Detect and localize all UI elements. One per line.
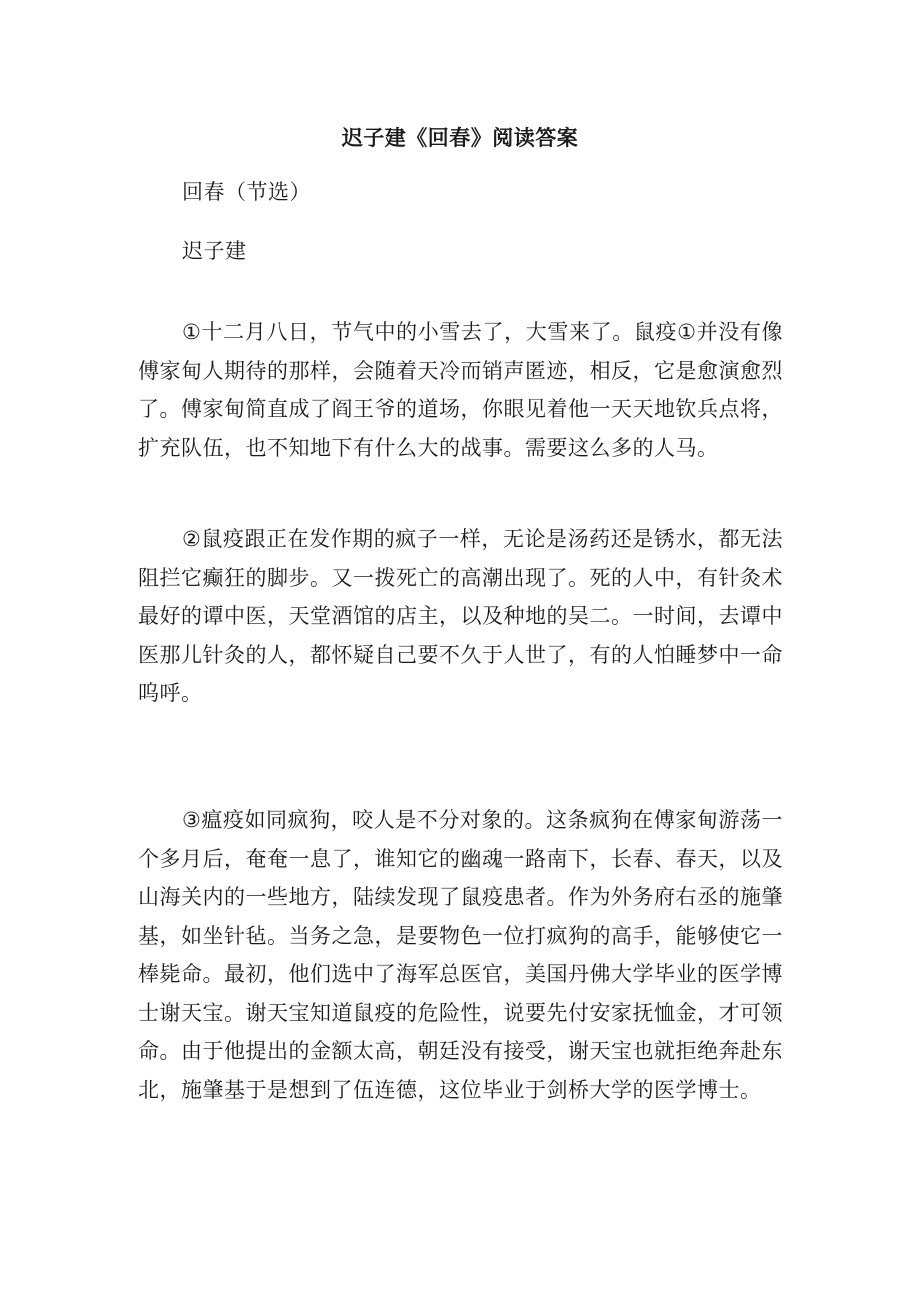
author-name: 迟子建 — [182, 239, 247, 263]
paragraph-1: ①十二月八日，节气中的小雪去了，大雪来了。鼠疫①并没有像傅家甸人期待的那样，会随着天冷而销声匿迹，相反，它是愈演愈烈了。傅家甸简直成了阎王爷的道场，你眼见着他一天天地钦兵点将，扩充队伍，也不知地下有什么大的战事。需要这么多的人马。 — [138, 320, 783, 460]
paragraph-3: ③瘟疫如同疯狗，咬人是不分对象的。这条疯狗在傅家甸游荡一个多月后，奄奄一息了，谁知它的幽魂一路南下，长春、春天，以及山海关内的一些地方，陆续发现了鼠疫患者。作为外务府右丞的施肇基，如坐针毡。当务之急，是要物色一位打疯狗的高手，能够使它一棒毙命。最初，他们选中了海军总医官，美国丹佛大学毕业的医学博士谢天宝。谢天宝知道鼠疫的危险性，说要先付安家抚恤金，才可领命。由于他提出的金额太高，朝廷没有接受，谢天宝也就拒绝奔赴东北，施肇基于是想到了伍连德，这位毕业于剑桥大学的医学博士。 — [138, 808, 783, 1102]
section-subtitle: 回春（节选） — [182, 180, 311, 204]
paragraph-2: ②鼠疫跟正在发作期的疯子一样，无论是汤药还是锈水，都无法阻拦它癫狂的脚步。又一拨死亡的高潮出现了。死的人中，有针灸术最好的谭中医，天堂酒馆的店主，以及种地的吴二。一时间，去谭中医那儿针灸的人，都怀疑自己要不久于人世了，有的人怕睡梦中一命呜呼。 — [138, 527, 783, 705]
document-title: 迟子建《回春》阅读答案 — [341, 126, 579, 150]
